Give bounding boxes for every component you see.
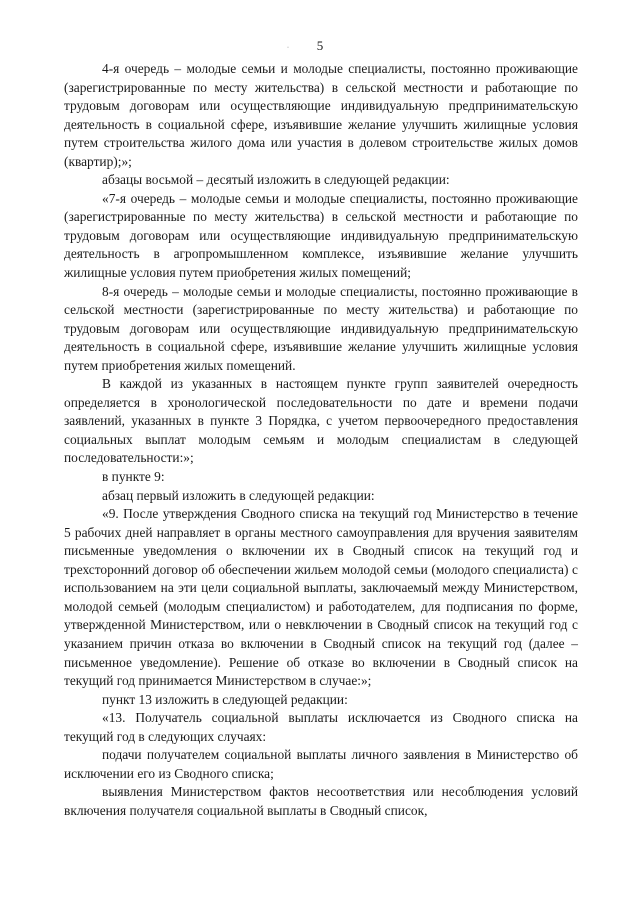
paragraph-personal-application: подачи получателем социальной выплаты личного заявления в Министерство об исключении его из Сводного списка; bbox=[64, 747, 578, 781]
document-body bbox=[64, 60, 578, 820]
paragraph-amend-first: абзац первый изложить в следующей редакции: bbox=[102, 487, 375, 503]
paragraph-item-13: «13. Получатель социальной выплаты исключается из Сводного списка на текущий год в следующих случаях: bbox=[64, 710, 578, 744]
paragraph-queue-4: 4-я очередь – молодые семьи и молодые специалисты, постоянно проживающие (зарегистрированные по месту жительства) в сельской местности и работающие по трудовым договорам или осуществляющие индивидуальную предпринимательскую деятельность в социальной сфере, изъявившие желание улучшить жилищные условия путем строительства жилого дома или участия в долевом строительстве жилых домов (квартир);»; bbox=[64, 61, 578, 169]
paragraph-clause-13: пункт 13 изложить в следующей редакции: bbox=[102, 691, 348, 707]
paragraph-order-rule: В каждой из указанных в настоящем пункте групп заявителей очередность определяется в хронологической последовательности по дате и времени подачи заявлений, указанных в пункте 3 Порядка, с учетом первоочередного предоставления социальных выплат молодым семьям и молодым специалистам в следующей последовательности:»; bbox=[64, 376, 578, 466]
paragraph-item-9: «9. После утверждения Сводного списка на текущий год Министерство в течение 5 рабочих дней направляет в органы местного самоуправления для вручения заявителям письменные уведомления о включении их в Сводный список на текущий год и трехсторонний договор об обеспечении жильем молодой семьи (молодого специалиста) с использованием на эти цели социальной выплаты, заключаемый между Министерством, молодой семьей (молодым специалистом) и работодателем, для подписания по форме, утвержденной Министерством, или о невключении в Сводный список на текущий год с указанием причин отказа во включении в Сводный список на текущий год (далее – письменное уведомление). Решение об отказе во включении в Сводный список на текущий год принимается Министерством в случае:»; bbox=[64, 506, 578, 689]
page-number: 5 bbox=[316, 38, 324, 53]
scan-dot: · bbox=[287, 45, 289, 51]
paragraph-noncompliance: выявления Министерством фактов несоответствия или несоблюдения условий включения получателя социальной выплаты в Сводный список, bbox=[64, 784, 578, 818]
paragraph-clause-9: в пункте 9: bbox=[102, 469, 165, 485]
paragraph-amend-8-10: абзацы восьмой – десятый изложить в следующей редакции: bbox=[102, 172, 450, 188]
paragraph-queue-7: «7-я очередь – молодые семьи и молодые специалисты, постоянно проживающие (зарегистрированные по месту жительства) в сельской местности и работающие по трудовым договорам или осуществляющие индивидуальную предпринимательскую деятельность в агропромышленном комплексе, изъявившие желание улучшить жилищные условия путем приобретения жилых помещений; bbox=[64, 190, 578, 281]
paragraph-queue-8: 8-я очередь – молодые семьи и молодые специалисты, постоянно проживающие в сельской местности (зарегистрированные по месту жительства) и работающие по трудовым договорам или осуществляющие индивидуальную предпринимательскую деятельность в социальной сфере, изъявившие желание улучшить жилищные условия путем приобретения жилых помещений. bbox=[64, 283, 578, 373]
